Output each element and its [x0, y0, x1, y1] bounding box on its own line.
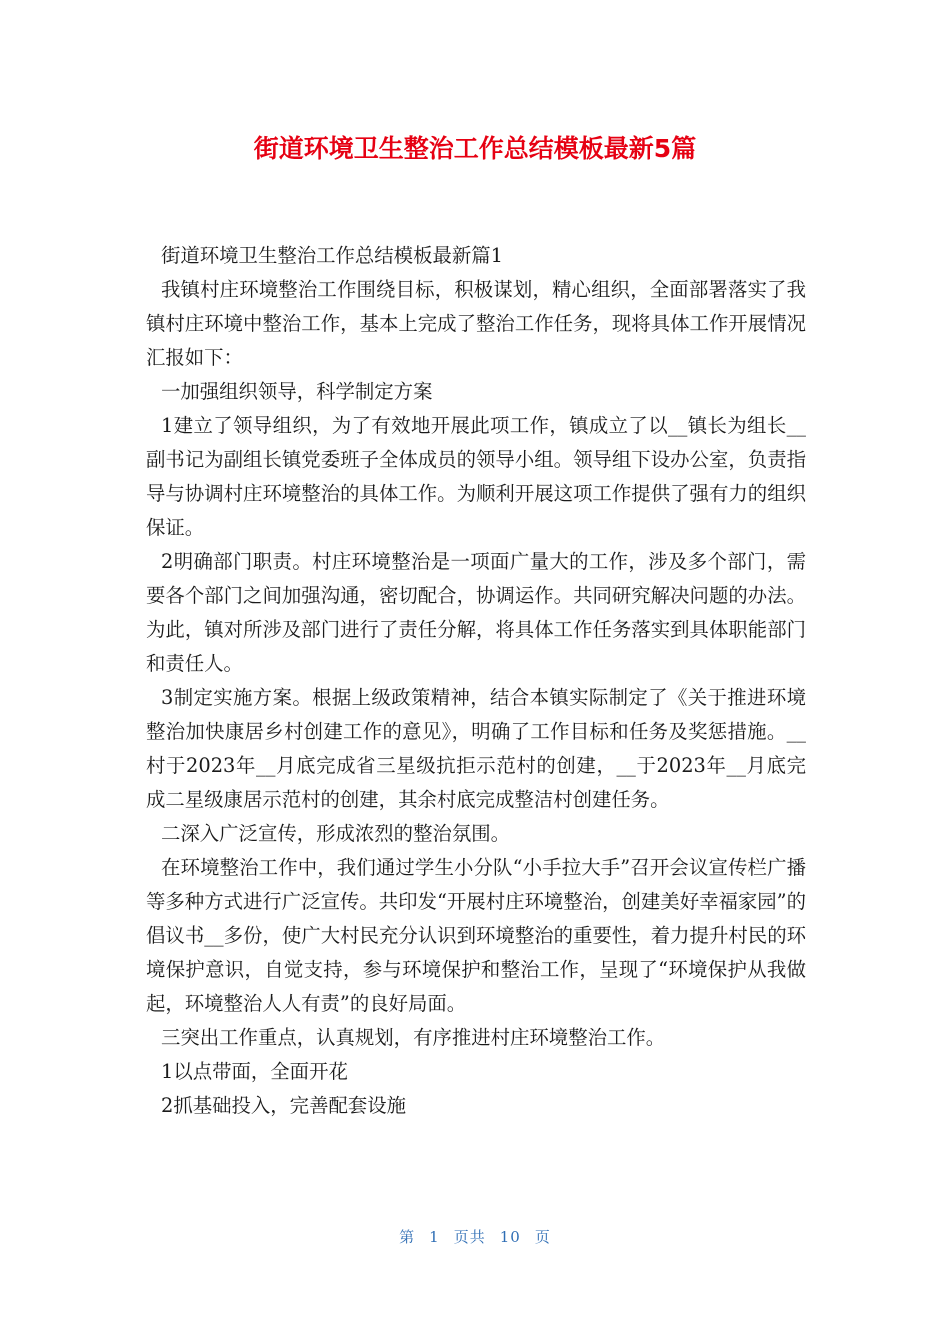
- page-footer: [0, 1226, 950, 1247]
- paragraph: 1建立了领导组织，为了有效地开展此项工作，镇成立了以__镇长为组长__副书记为副组长镇党委班子全体成员的领导小组。领导组下设办公室，负责指导与协调村庄环境整治的具体工作。为顺利开展这项工作提供了强有力的组织保证。: [146, 414, 806, 539]
- paragraph: 二深入广泛宣传，形成浓烈的整治氛围。: [161, 822, 511, 845]
- footer-page-number: 1: [429, 1228, 440, 1246]
- footer-middle: 页共: [453, 1228, 486, 1246]
- paragraph: 一加强组织领导，科学制定方案: [161, 380, 433, 403]
- paragraph: 3制定实施方案。根据上级政策精神，结合本镇实际制定了《关于推进环境整治加快康居乡村创建工作的意见》，明确了工作目标和任务及奖惩措施。__村于2023年__月底完成省三星级抗拒示范村的创建，__于2023年__月底完成二星级康居示范村的创建，其余村底完成整洁村创建任务。: [146, 686, 806, 811]
- paragraph: 2明确部门职责。村庄环境整治是一项面广量大的工作，涉及多个部门，需要各个部门之间加强沟通，密切配合，协调运作。共同研究解决问题的办法。为此，镇对所涉及部门进行了责任分解，将具体工作任务落实到具体职能部门和责任人。: [146, 550, 806, 675]
- document-body: [146, 239, 806, 1123]
- page-title: 街道环境卫生整治工作总结模板最新5篇: [253, 134, 697, 163]
- paragraph: 2抓基础投入，完善配套设施: [161, 1094, 407, 1117]
- footer-prefix: 第: [399, 1228, 416, 1246]
- footer-suffix: 页: [534, 1228, 551, 1246]
- footer-total-pages: 10: [499, 1228, 521, 1246]
- paragraph: 在环境整治工作中，我们通过学生小分队“小手拉大手”召开会议宣传栏广播等多种方式进行广泛宣传。共印发“开展村庄环境整治，创建美好幸福家园”的倡议书__多份，使广大村民充分认识到环境整治的重要性，着力提升村民的环境保护意识，自觉支持，参与环境保护和整治工作，呈现了“环境保护从我做起，环境整治人人有责”的良好局面。: [146, 856, 806, 1015]
- paragraph: 1以点带面，全面开花: [161, 1060, 348, 1083]
- paragraph: 三突出工作重点，认真规划，有序推进村庄环境整治工作。: [161, 1026, 666, 1049]
- section-heading: 街道环境卫生整治工作总结模板最新篇1: [161, 244, 503, 267]
- paragraph: 我镇村庄环境整治工作围绕目标，积极谋划，精心组织，全面部署落实了我镇村庄环境中整治工作，基本上完成了整治工作任务，现将具体工作开展情况汇报如下：: [146, 278, 806, 369]
